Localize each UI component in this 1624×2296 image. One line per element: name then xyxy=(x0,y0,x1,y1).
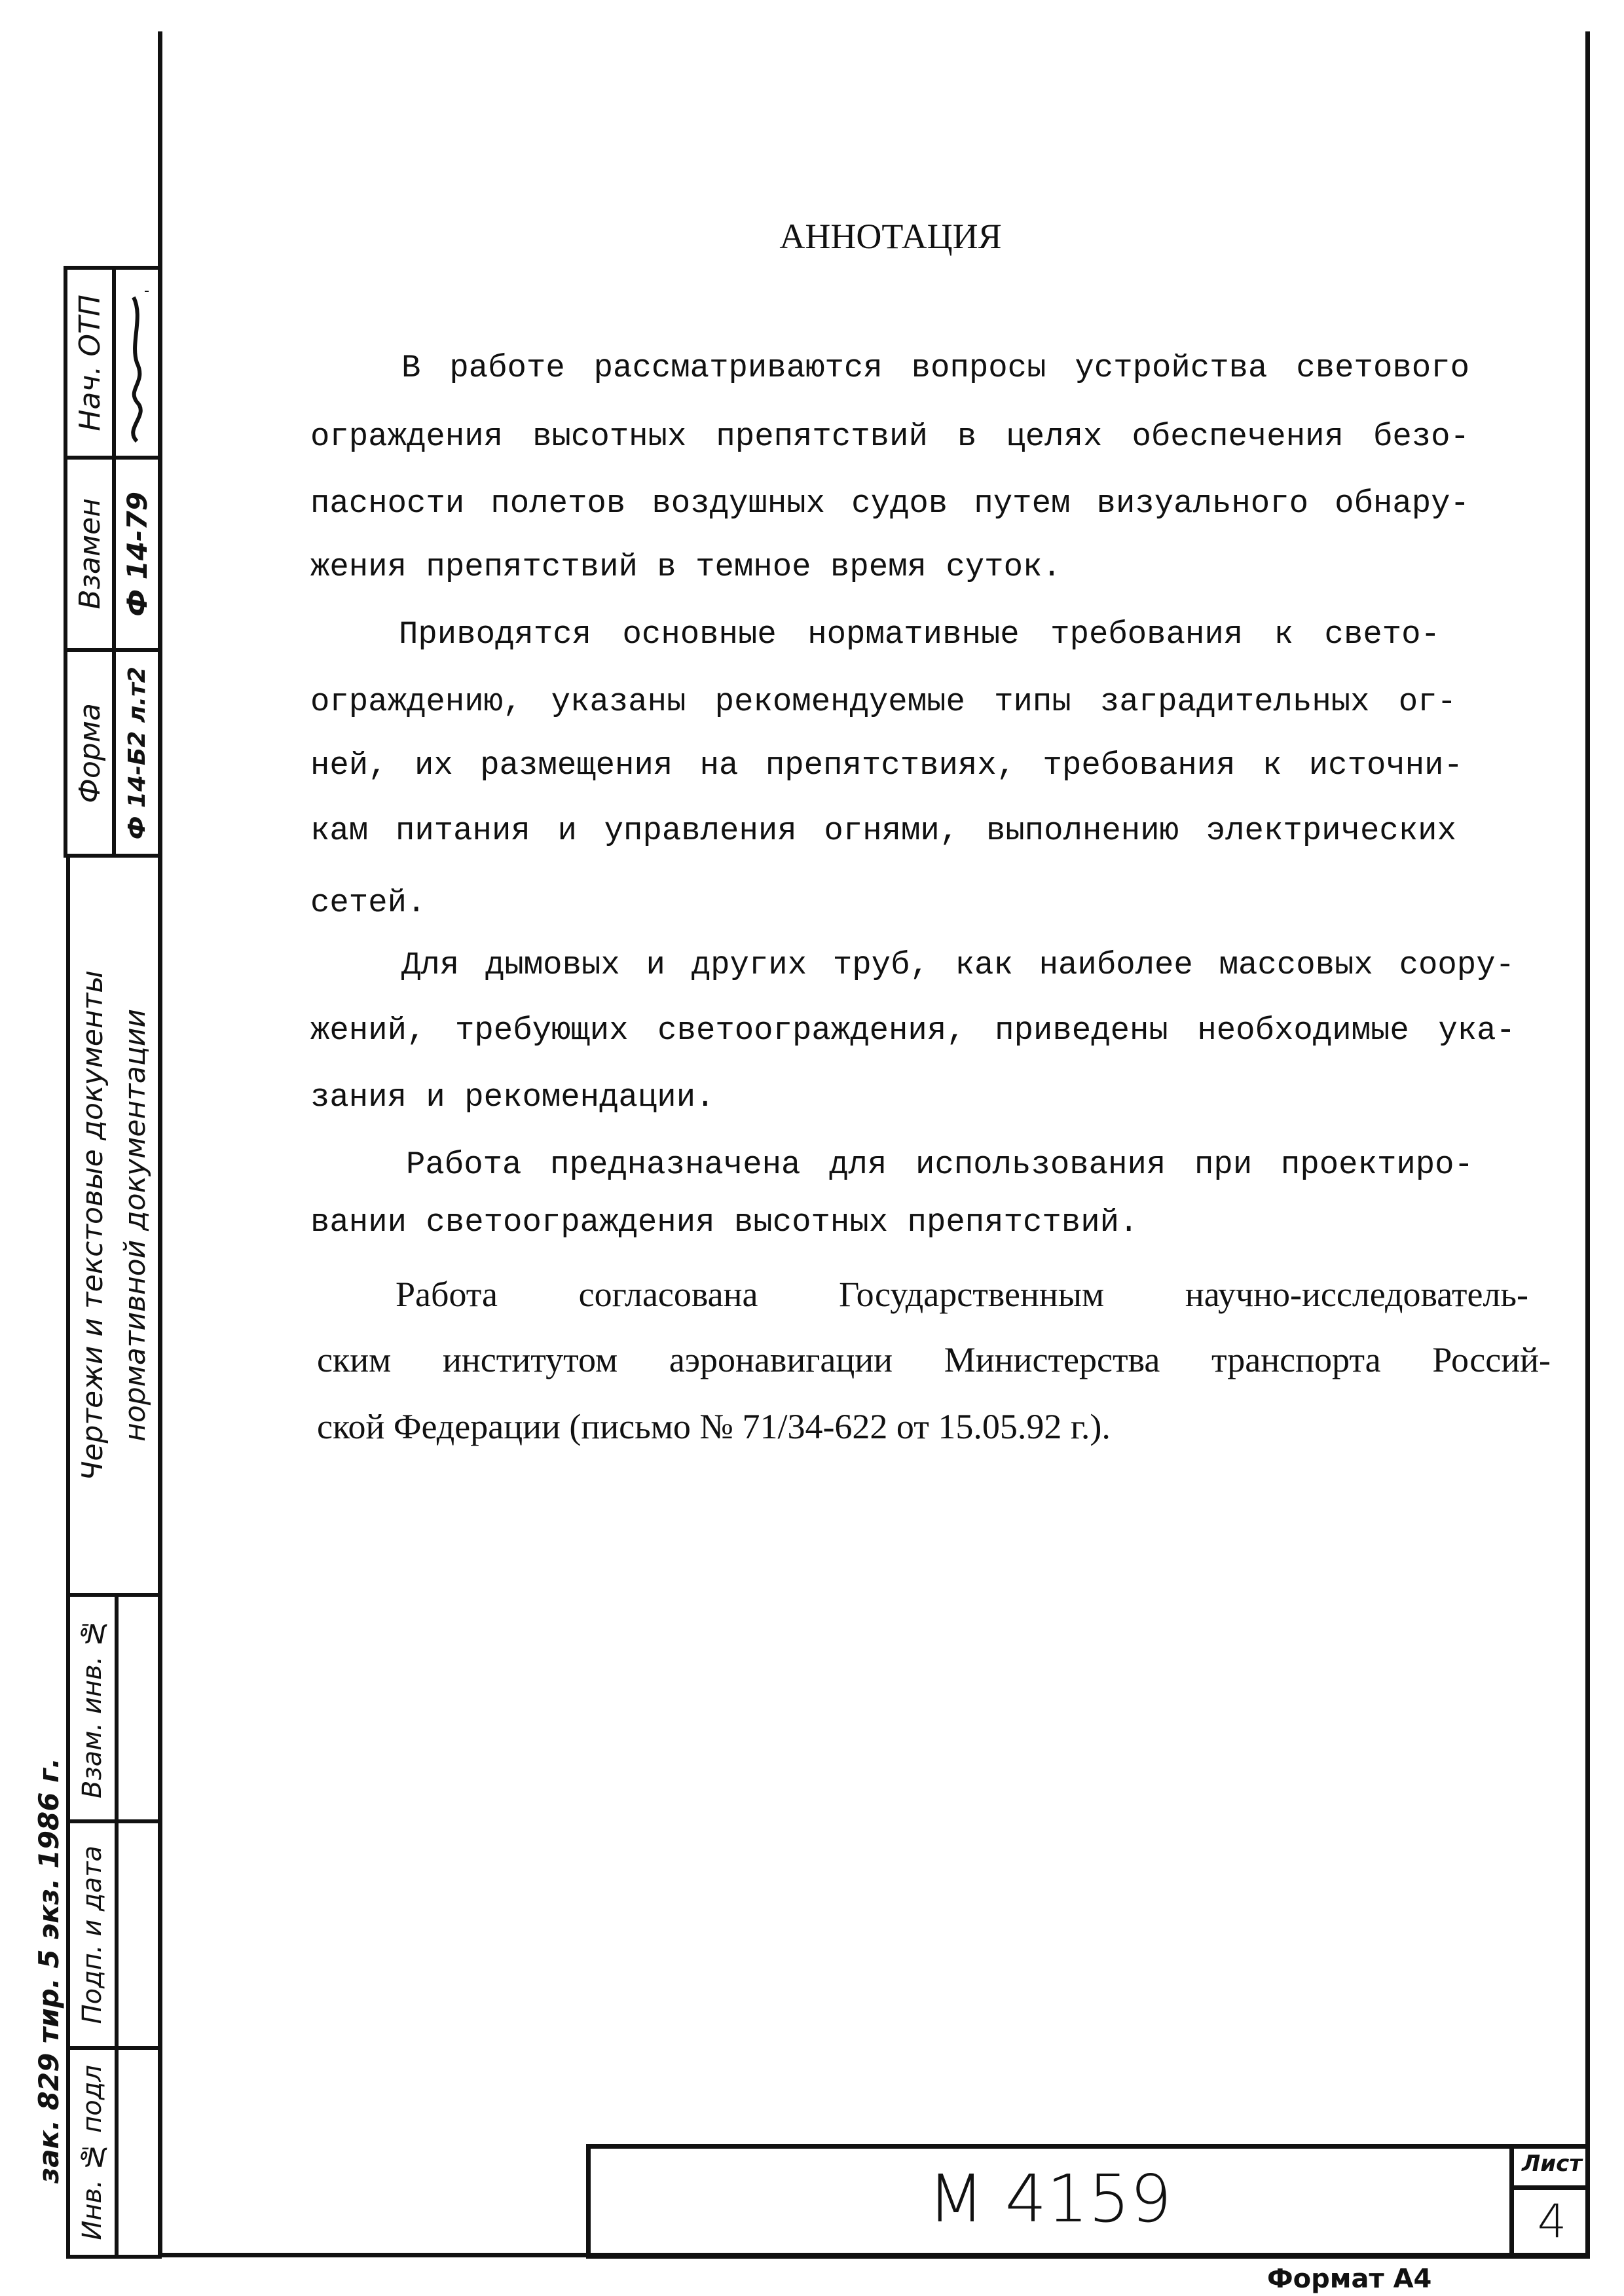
page-title: АННОТАЦИЯ xyxy=(779,217,1002,256)
text-line: ограждения высотных препятствий в целях обеспечения безо- xyxy=(310,418,1469,455)
text-line: ской Федерации (письмо № 71/34-622 от 15.05.92 г.). xyxy=(317,1407,1111,1446)
sheet-number: 4 xyxy=(1537,2195,1567,2248)
text-line: Приводятся основные нормативные требования к свето- xyxy=(399,616,1440,653)
stamp-head-label: Нач. ОТП xyxy=(73,294,107,431)
text-line: ским институтом аэронавигации Министерства транспорта Россий- xyxy=(317,1340,1551,1379)
text-line: Для дымовых и других труб, как наиболее массовых соору- xyxy=(401,947,1515,983)
stamp-category-line1: Чертежи и текстовые документы xyxy=(76,970,109,1481)
stamp-replaced-value: Ф 14-79 xyxy=(120,491,153,617)
stamp-form-label: Форма xyxy=(73,702,107,803)
stamp-replaced-label-cell xyxy=(64,456,116,652)
stamp-sign-date-label: Подп. и дата xyxy=(77,1845,107,2024)
sheet-label: Лист xyxy=(1522,2151,1582,2177)
format-label: Формат А4 xyxy=(1267,2264,1432,2294)
stamp-category-line2: нормативной документации xyxy=(119,1009,152,1442)
stamp-inv-label-cell xyxy=(66,2046,119,2259)
stamp-replaced-inv-label: Взам. инв. № xyxy=(77,1618,107,1798)
text-line: жений, требующих светоограждения, приведены необходимые ука- xyxy=(310,1012,1515,1049)
stamp-replaced-inv-label-cell xyxy=(66,1593,119,1823)
stamp-sign-date-value xyxy=(115,1819,162,2050)
handwritten-note-wrap xyxy=(29,1656,68,2285)
text-line: пасности полетов воздушных судов путем визуального обнару- xyxy=(310,485,1469,522)
text-line: сетей. xyxy=(310,884,426,921)
document-designation: М 4159 xyxy=(927,2160,1172,2237)
stamp-form-label-cell xyxy=(64,648,116,858)
signature-icon xyxy=(117,278,157,448)
stamp-replaced-inv-value xyxy=(115,1593,162,1823)
text-line: зания и рекомендации. xyxy=(310,1079,715,1116)
text-line: ограждению, указаны рекомендуемые типы заградительных ог- xyxy=(310,683,1456,720)
text-line: кам питания и управления огнями, выполнению электрических xyxy=(310,812,1456,849)
stamp-form-value: Ф 14-Б2 л.т2 xyxy=(123,666,151,840)
stamp-category-cell xyxy=(66,854,162,1597)
stamp-replaced-label: Взамен xyxy=(73,498,107,610)
sheet-divider xyxy=(1509,2185,1590,2190)
stamp-replaced-value-cell xyxy=(112,456,162,652)
text-line: В работе рассматриваются вопросы устройства светового xyxy=(401,350,1469,386)
text-line: жения препятствий в темное время суток. xyxy=(310,549,1061,585)
stamp-head-label-cell xyxy=(64,266,116,460)
text-line: вании светоограждения высотных препятствий. xyxy=(310,1204,1139,1241)
stamp-form-value-cell xyxy=(112,648,162,858)
stamp-inv-value xyxy=(115,2046,162,2259)
stamp-inv-label: Инв. № подл xyxy=(77,2064,107,2240)
text-line: Работа предназначена для использования при проектиро- xyxy=(406,1146,1473,1183)
text-line: ней, их размещения на препятствиях, требования к источни- xyxy=(310,747,1463,784)
handwritten-note: зак. 829 тир. 5 экз. 1986 г. xyxy=(32,1757,65,2184)
stamp-signature-cell xyxy=(112,266,162,460)
stamp-sign-date-label-cell xyxy=(66,1819,119,2050)
text-line: Работа согласована Государственным научно-исследователь- xyxy=(396,1275,1528,1314)
